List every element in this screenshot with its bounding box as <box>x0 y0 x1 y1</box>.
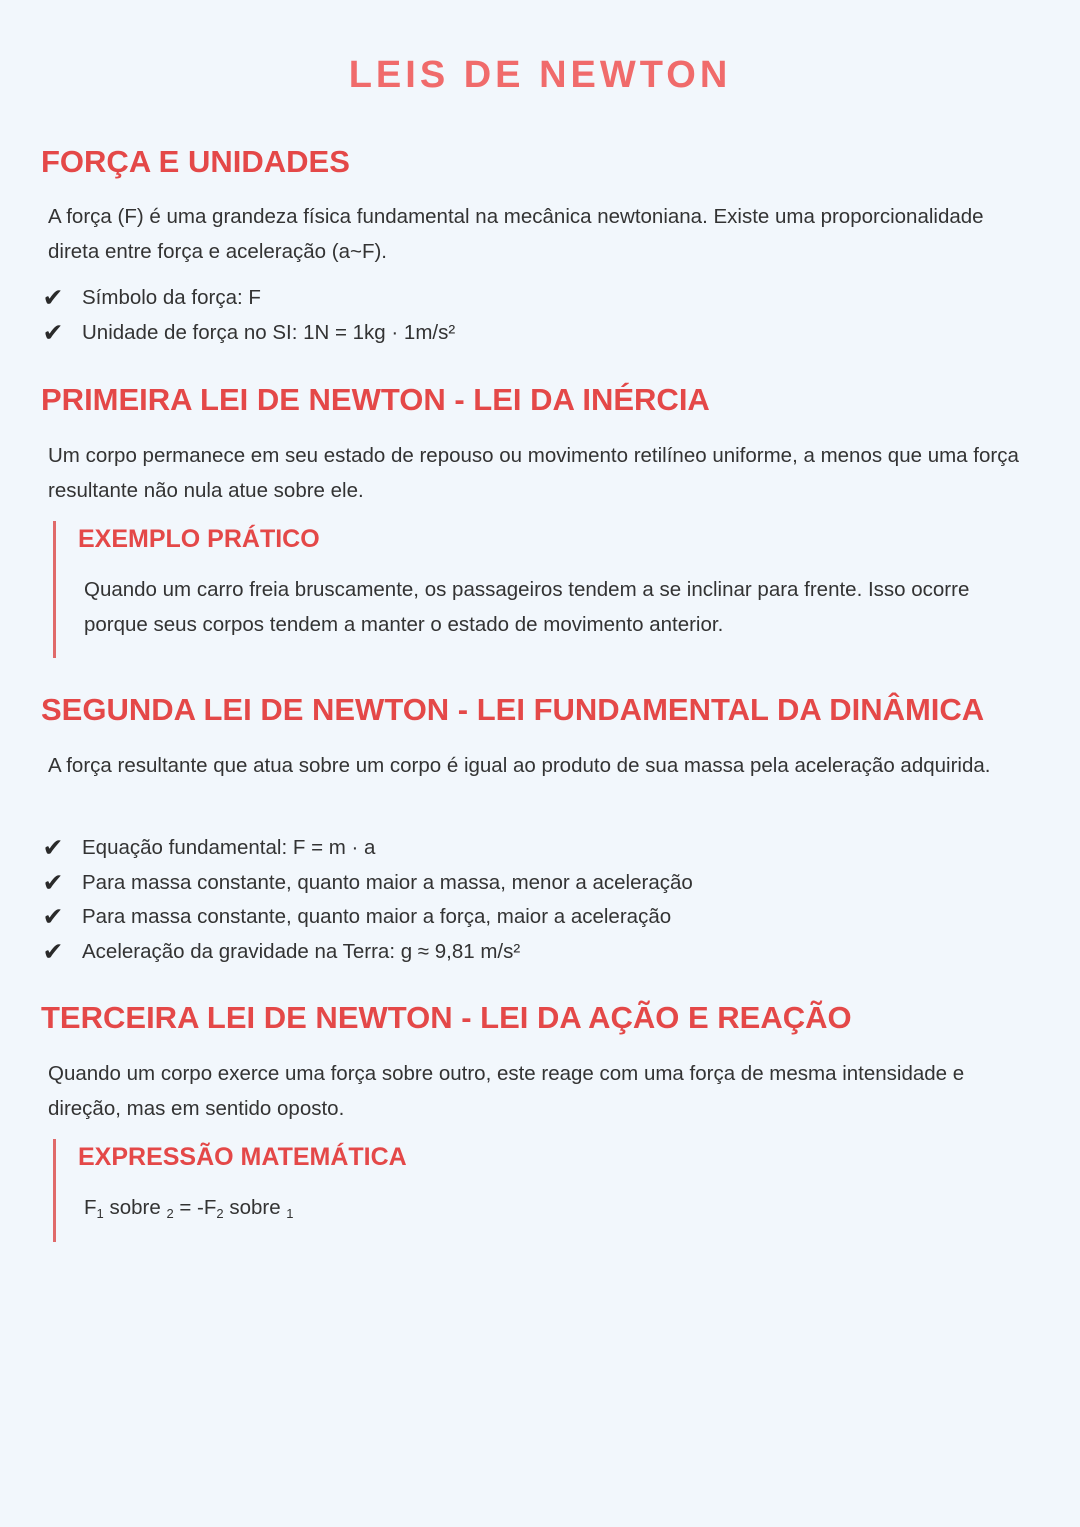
example-text: Quando um carro freia bruscamente, os passageiros tendem a se inclinar para frente. Isso ocorre porque seus corpos tendem a manter o estado de movimento anterior. <box>84 578 970 636</box>
paragraph-segunda-lei: A força resultante que atua sobre um corpo é igual ao produto de sua massa pela aceleração adquirida. <box>48 754 991 777</box>
expr-subscript: 2 <box>166 1206 174 1221</box>
page-title: LEIS DE NEWTON <box>348 54 732 96</box>
list-item <box>40 316 455 351</box>
list-item-text: Para massa constante, quanto maior a massa, menor a aceleração <box>82 870 693 894</box>
expr-part: = -F <box>173 1196 217 1219</box>
expr-part: sobre <box>103 1196 167 1219</box>
example-box <box>53 521 970 658</box>
expr-subscript: 2 <box>216 1206 224 1221</box>
expression-heading: EXPRESSÃO MATEMÁTICA <box>78 1143 407 1171</box>
list-item <box>40 900 693 935</box>
math-expression <box>84 1190 984 1231</box>
checklist-segunda-lei <box>40 831 693 969</box>
expr-subscript: 1 <box>96 1206 104 1221</box>
paragraph-forca: A força (F) é uma grandeza física fundamental na mecânica newtoniana. Existe uma proporcionalidade direta entre força e aceleração (a~F). <box>48 205 984 263</box>
section-heading-forca: FORÇA E UNIDADES <box>41 144 350 179</box>
paragraph-primeira-lei: Um corpo permanece em seu estado de repouso ou movimento retilíneo uniforme, a menos que uma força resultante não nula atue sobre ele. <box>48 444 1019 502</box>
expr-part: F <box>84 1196 97 1219</box>
list-item <box>40 866 693 901</box>
list-item-text: Equação fundamental: F = m · a <box>82 836 376 859</box>
list-item <box>40 281 455 316</box>
check-icon: ✔ <box>42 868 64 897</box>
list-item-text: Para massa constante, quanto maior a força, maior a aceleração <box>82 905 672 928</box>
expr-part: sobre <box>223 1196 287 1219</box>
list-item-text: Símbolo da força: F <box>82 286 261 309</box>
example-heading: EXEMPLO PRÁTICO <box>78 525 320 553</box>
check-icon: ✔ <box>42 318 64 347</box>
check-icon: ✔ <box>42 903 64 931</box>
list-item-text: Unidade de força no SI: 1N = 1kg · 1m/s² <box>82 320 456 344</box>
section-heading-primeira-lei: PRIMEIRA LEI DE NEWTON - LEI DA INÉRCIA <box>41 382 710 417</box>
check-icon: ✔ <box>42 284 64 312</box>
expr-subscript: 1 <box>286 1206 294 1221</box>
list-item <box>40 831 693 866</box>
paragraph-terceira-lei: Quando um corpo exerce uma força sobre outro, este reage com uma força de mesma intensidade e direção, mas em sentido oposto. <box>48 1062 965 1120</box>
expression-box <box>53 1139 407 1242</box>
check-icon: ✔ <box>42 937 64 966</box>
check-icon: ✔ <box>42 834 64 862</box>
section-heading-terceira-lei: TERCEIRA LEI DE NEWTON - LEI DA AÇÃO E REAÇÃO <box>41 1000 852 1035</box>
section-heading-segunda-lei: SEGUNDA LEI DE NEWTON - LEI FUNDAMENTAL DA DINÂMICA <box>41 692 985 727</box>
list-item-text: Aceleração da gravidade na Terra: g ≈ 9,81 m/s² <box>82 939 521 963</box>
list-item <box>40 935 693 970</box>
checklist-forca <box>40 281 455 350</box>
